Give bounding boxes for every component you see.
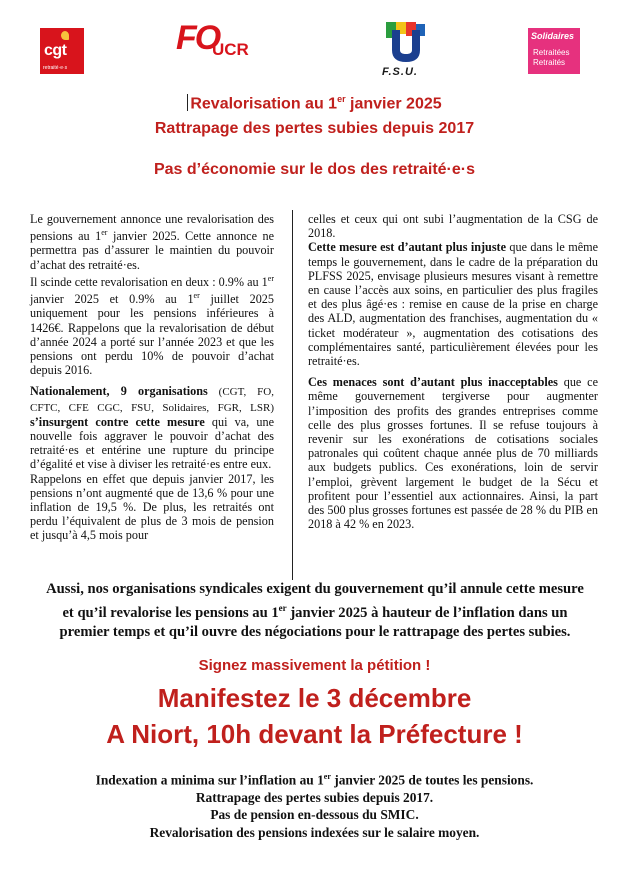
fsu-logo-text: F.S.U. xyxy=(382,66,418,78)
sup: er xyxy=(323,772,331,781)
bold-text: Nationalement, 9 organisations xyxy=(30,384,208,399)
left-paragraph-2 xyxy=(30,384,274,542)
text: Le gouvernement annonce une revalorisation des pensions au 1 xyxy=(30,212,274,244)
left-column xyxy=(30,212,274,550)
right-paragraph-1 xyxy=(308,212,598,368)
demonstration-heading: Manifestez le 3 décembre xyxy=(157,683,472,713)
solidaires-logo xyxy=(528,28,580,74)
demonstration-location: A Niort, 10h devant la Préfecture ! xyxy=(106,719,523,749)
flame-icon xyxy=(61,31,69,40)
bold-text: Cette mesure est d’autant plus injuste xyxy=(308,240,507,255)
solidaires-logo-line2: Retraitées xyxy=(533,48,570,57)
bold-text: s’insurgent contre cette mesure xyxy=(30,414,205,429)
fsu-mark-icon xyxy=(384,20,428,64)
fo-ucr-logo xyxy=(176,19,256,69)
bold-text: Ces menaces sont d’autant plus inacceptables xyxy=(308,375,558,390)
cgt-logo xyxy=(40,28,84,74)
text: Indexation a minima sur l’inflation au 1 xyxy=(95,772,324,788)
sup: er xyxy=(267,273,274,283)
claim-1 xyxy=(0,768,629,789)
solidaires-logo-name: Solidaires xyxy=(531,31,575,41)
sup: er xyxy=(101,228,108,238)
claim-2: Rattrapage des pertes subies depuis 2017. xyxy=(195,789,434,805)
title-line-1-text: Revalorisation au 1 xyxy=(190,95,338,113)
text: janvier 2025. Cette annonce ne permettra pas d’assurer le maintien du pouvoir d’achat des retraité·es. xyxy=(30,229,274,272)
logo-bar xyxy=(0,14,629,76)
sup: er xyxy=(193,291,200,301)
left-paragraph-1 xyxy=(30,212,274,377)
right-paragraph-2 xyxy=(308,375,598,531)
cgt-logo-name: cgt xyxy=(44,42,67,59)
solidaires-logo-line3: Retraités xyxy=(533,58,566,67)
text: qui va, une nouvelle fois aggraver le pouvoir d’achat des retraité·es et entérine une rupture du principe d’égalité et vise à diviser les retraité·es entre eux. xyxy=(30,414,274,472)
fsu-logo xyxy=(374,20,432,80)
title-line-1 xyxy=(0,94,629,113)
cgt-logo-sub: retraité·e·s xyxy=(43,65,68,71)
text: janvier 2025 et 0.9% au 1 xyxy=(30,292,194,307)
text: juillet 2025 uniquement pour les pensions inférieures à 1426€. Rappelons que la revalorisation de début d’année 2024 a porté sur l’année 2023 et que les pensions ont perdu 10% de pouvoir d’achat depuis 2016. xyxy=(30,292,274,378)
text: janvier 2025 de toutes les pensions. xyxy=(330,772,534,788)
fo-logo-text: FO xyxy=(176,19,220,57)
sup: er xyxy=(278,603,287,613)
right-column xyxy=(308,212,598,538)
title-line-3: Pas d’économie sur le dos des retraité·e·s xyxy=(153,161,475,178)
title-line-1-end: janvier 2025 xyxy=(345,95,442,113)
claim-3: Pas de pension en-dessous du SMIC. xyxy=(210,807,419,823)
petition-callout: Signez massivement la pétition ! xyxy=(198,657,431,674)
text: Il scinde cette revalorisation en deux : 0.9% au 1 xyxy=(30,274,268,289)
ucr-logo-text: UCR xyxy=(212,40,249,59)
text-cursor xyxy=(187,94,188,111)
column-divider xyxy=(292,210,293,580)
organisations-list: (CGT, FO, CFTC, CFE CGC, FSU, Solidaires, FGR, LSR) xyxy=(30,386,274,414)
text: Aussi, nos organisations syndicales exigent du gouvernement qu’il annule cette mesure et qu’il revalorise les pensions au 1 xyxy=(46,581,584,621)
title-line-2: Rattrapage des pertes subies depuis 2017 xyxy=(154,120,475,137)
claim-4: Revalorisation des pensions indexées sur le salaire moyen. xyxy=(149,824,480,840)
claims-list xyxy=(0,768,629,841)
solidaires-logo-sub xyxy=(533,48,569,68)
text: que ce même gouvernement tergiverse pour augmenter l’imposition des profits des grandes entreprises comme celle des plus grosses fortunes. Il se refuse toujours à revenir sur les exonérations de cotisations sociales patronales qui coûtent chaque année plus de 70 milliards aux budgets publics. Ces exonérations, loin de servir l’emploi, grèvent largement le budget de la Sécu et profitent pour l’essentiel aux actionnaires. Ainsi, la part des 500 plus grosses fortunes est passée de 28 % du PIB en 2018 à 42 % en 2023. xyxy=(308,375,598,532)
demand-paragraph xyxy=(40,580,590,642)
text: celles et ceux qui ont subi l’augmentation de la CSG de 2018. xyxy=(308,212,598,241)
text: que dans le même temps le gouvernement, dans le cadre de la préparation du PLFSS 2025, envisage plusieurs mesures visant à remettre en cause l’accès aux soins, en particulier des plus fragiles et des plus âgé·es : remise en cause de la prise en charge des ALD, augmentation des franchises, augmentation du « ticket modérateur », augmentation des cotisations des complémentaires santé, particulièrement élevées pour les retraité·es. xyxy=(308,240,598,369)
text: janvier 2025 à hauteur de l’inflation dans un premier temps et qu’il ouvre des négociations pour le rattrapage des pertes subies. xyxy=(59,604,571,640)
title-line-1-sup: er xyxy=(337,94,346,104)
text: Rappelons en effet que depuis janvier 2017, les pensions n’ont augmenté que de 13,6 % pour une inflation de 19,5 %. De plus, les retraités ont perdu l’équivalent de plus de 3 mois de pension et jusqu’à 4,5 mois pour xyxy=(30,471,274,543)
